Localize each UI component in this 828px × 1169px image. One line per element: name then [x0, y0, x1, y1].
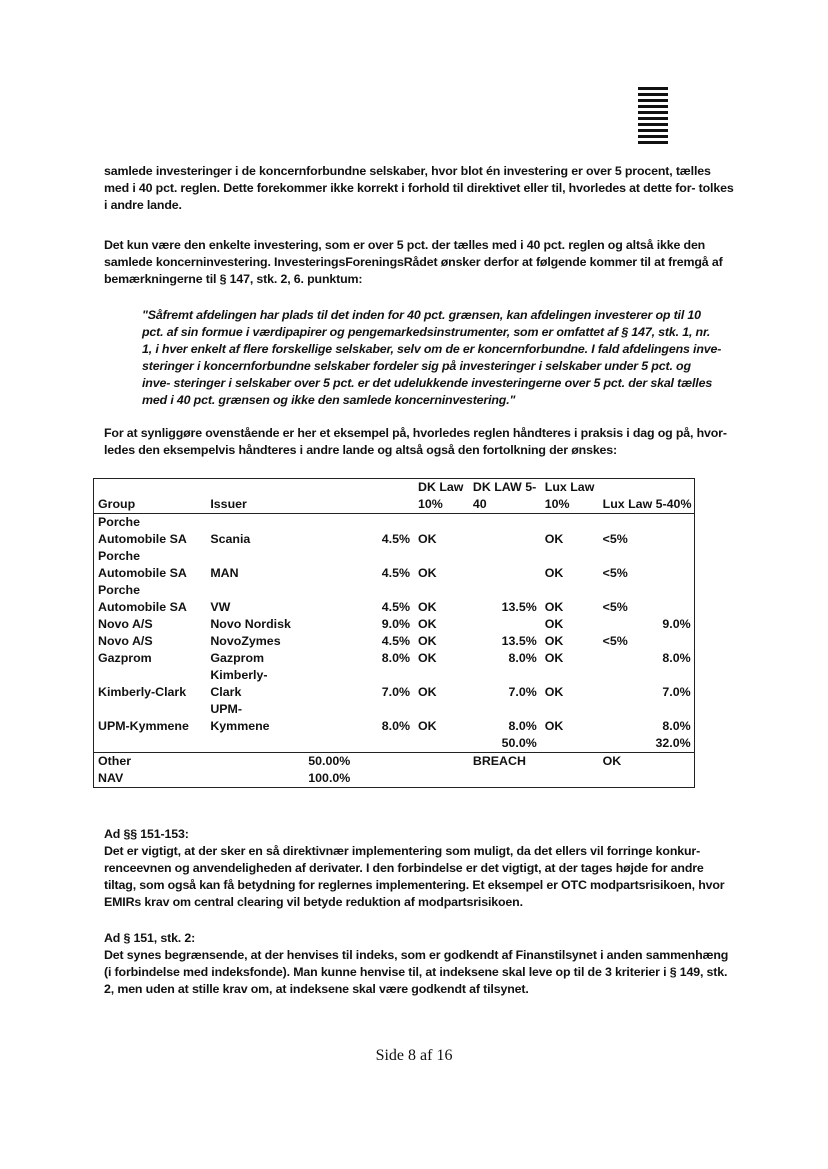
table-cell: 100.0% — [308, 771, 351, 785]
paragraph-1: samlede investeringer i de koncernforbundne selskaber, hvor blot én investering er over 5 procent, tælles med i 40 pct. reglen. Dette forekommer ikke korrekt i forhold til direktivet eller til, hvorledes at dette for- tolkes i andre lande. — [104, 164, 734, 212]
table-cell: OK — [599, 753, 695, 771]
table-cell: Kimberly-Clark — [98, 685, 187, 699]
paragraph-2: Det kun være den enkelte investering, som er over 5 pct. der tælles med i 40 pct. reglen og altså ikke den samlede koncerninvestering. InvesteringsForeningsRådet ønsker derfor at følgende kommer til at fremgå af bemærkningerne til § 147, stk. 2, 6. punktum: — [104, 238, 723, 286]
table-cell-lux-small: <5% — [602, 600, 628, 614]
table-cell — [599, 633, 695, 650]
table-cell: Novo Nordisk — [210, 617, 291, 631]
page-number: Side 8 af 16 — [375, 1047, 453, 1064]
table-row — [94, 701, 695, 735]
column-header: DK Law 10% — [414, 479, 469, 514]
column-header: DK LAW 5-40 — [469, 479, 541, 514]
table-cell: NAV — [98, 771, 124, 785]
table-cell — [599, 548, 695, 582]
table-cell: 50.00% — [304, 753, 414, 771]
table-row — [94, 667, 695, 701]
table-cell: 8.0% — [381, 651, 410, 665]
table-cell: MAN — [210, 566, 239, 580]
table-cell: OK — [544, 566, 564, 580]
table-cell: OK — [544, 719, 564, 733]
table-cell: OK — [544, 532, 564, 546]
table-cell — [304, 735, 414, 753]
table-cell — [414, 770, 469, 788]
table-cell: 9.0% — [381, 617, 410, 631]
table-cell: Porche Automobile SA — [98, 583, 187, 614]
table-cell: OK — [418, 617, 437, 631]
table-cell: 4.5% — [381, 600, 410, 614]
table-cell: Kimberly-Clark — [210, 668, 268, 699]
table-cell: OK — [418, 651, 437, 665]
table-row — [94, 650, 695, 667]
paragraph-3: For at synliggøre ovenstående er her et eksempel på, hvorledes reglen håndteres i praksis i dag og på, hvor- ledes den eksempelvis håndteres i andre lande og altså også den fortolkning der ønskes: — [104, 426, 727, 457]
table-cell: Gazprom — [98, 651, 152, 665]
column-header — [304, 479, 414, 514]
table-cell — [599, 770, 695, 788]
table-cell-lux-small: <5% — [602, 634, 628, 648]
table-cell: Gazprom — [210, 651, 265, 665]
table-cell-lux-5-40: 8.0% — [662, 719, 691, 733]
table-summary-row — [94, 753, 695, 771]
column-header: Lux Law 10% — [541, 479, 599, 514]
table-cell: 13.5% — [501, 600, 537, 614]
table-cell: OK — [544, 651, 564, 665]
table-cell — [599, 735, 695, 753]
table-row — [94, 735, 695, 753]
table-cell: Other — [94, 753, 305, 771]
table-cell: OK — [418, 566, 437, 580]
table-cell: OK — [544, 685, 564, 699]
table-cell: Scania — [210, 532, 251, 546]
table-row — [94, 548, 695, 582]
table-cell: 13.5% — [501, 634, 537, 648]
table-cell-lux-5-40: 9.0% — [662, 617, 691, 631]
table-cell: OK — [418, 719, 437, 733]
table-cell — [599, 667, 695, 701]
table-cell: 4.5% — [381, 532, 410, 546]
table-cell — [469, 616, 541, 633]
table-cell — [541, 735, 599, 753]
table-cell: 8.0% — [508, 719, 537, 733]
table-cell — [599, 701, 695, 735]
table-cell — [469, 548, 541, 582]
table-cell: VW — [210, 600, 231, 614]
table-row — [94, 582, 695, 616]
table-cell-lux-small: <5% — [602, 566, 628, 580]
table-cell: UPM-Kymmene — [98, 719, 189, 733]
table-cell: OK — [418, 532, 437, 546]
table-cell — [94, 735, 207, 753]
table-row — [94, 616, 695, 633]
quote-block: "Såfremt afdelingen har plads til det inden for 40 pct. grænsen, kan afdelingen investerer op til 10 pct. af sin formue i værdipapirer og pengemarkedsinstrumenter, som er omfattet af § 147, stk. 1, nr. 1, i hver enkelt af flere forskellige selskaber, selv om de er koncernforbundne. I fald afdelingens inve- steringer i koncernforbundne selskaber fordeler sig på investeringer i selskaber under 5 pct. og inve- steringer i selskaber over 5 pct. er det udelukkende investeringerne over 5 pct. der skal tælles med i 40 pct. grænsen og ikke den samlede koncerninvestering." — [142, 308, 722, 407]
table-cell — [599, 582, 695, 616]
table-cell: 50.0% — [501, 736, 537, 750]
table-cell — [414, 753, 469, 771]
table-cell: Novo A/S — [98, 634, 153, 648]
table-cell — [469, 770, 599, 788]
table-cell: 4.5% — [381, 634, 410, 648]
table-cell: BREACH — [469, 753, 599, 771]
table-row — [94, 514, 695, 549]
table-cell: 4.5% — [381, 566, 410, 580]
paragraph-5: Det synes begrænsende, at der henvises til indeks, som er godkendt af Finanstilsynet i anden sammenhæng (i forbindelse med indeksfonde). Man kunne henvise til, at indeksene skal leve op til de 3 kriterier i § 149, stk. 2, men uden at stille krav om, at indeksene skal være godkendt af tilsynet. — [104, 948, 729, 996]
section-heading-151-153: Ad §§ 151-153: — [104, 827, 189, 841]
table-cell — [414, 735, 469, 753]
section-heading-151-stk2: Ad § 151, stk. 2: — [104, 931, 196, 945]
table-cell: Porche Automobile SA — [98, 549, 187, 580]
table-cell: UPM-Kymmene — [210, 702, 270, 733]
column-header: Lux Law 5-40% — [599, 479, 695, 514]
logo-icon — [638, 87, 668, 149]
table-body — [94, 479, 695, 788]
table-cell: Novo A/S — [98, 617, 153, 631]
table-cell: OK — [544, 600, 564, 614]
table-cell-lux-5-40: 8.0% — [662, 651, 691, 665]
example-table — [93, 478, 695, 788]
table-cell: OK — [418, 600, 437, 614]
table-cell — [599, 650, 695, 667]
column-header: Group — [94, 479, 207, 514]
table-cell: NovoZymes — [210, 634, 281, 648]
column-header: Issuer — [206, 479, 304, 514]
table-cell: 7.0% — [381, 685, 410, 699]
table-cell: 7.0% — [508, 685, 537, 699]
table-cell: OK — [418, 685, 437, 699]
table-cell: Porche Automobile SA — [98, 515, 187, 546]
table-cell: 8.0% — [508, 651, 537, 665]
paragraph-4: Det er vigtigt, at der sker en så direktivnær implementering som muligt, da det ellers vil forringe konkur- renceevnen og anvendeligheden af derivater. I den forbindelse er det vigtigt, at der tages højde for andre tiltag, som også kan få betydning for reglernes implementering. Et eksempel er OTC modpartsrisikoen, hvor EMIRs krav om central clearing vil betyde reduktion af modpartsrisikoen. — [104, 844, 725, 909]
table-cell — [206, 735, 304, 753]
table-cell — [599, 514, 695, 549]
table-cell: 8.0% — [381, 719, 410, 733]
table-cell: OK — [544, 617, 564, 631]
table-cell-lux-5-40: 7.0% — [662, 685, 691, 699]
table-cell-lux-small: <5% — [602, 532, 628, 546]
table-cell — [469, 514, 541, 549]
table-header-row — [94, 479, 695, 514]
table-summary-row — [94, 770, 695, 788]
table-cell: OK — [418, 634, 437, 648]
table-cell: OK — [544, 634, 564, 648]
table-cell-lux-5-40: 32.0% — [655, 736, 691, 750]
table-cell — [599, 616, 695, 633]
table-row — [94, 633, 695, 650]
